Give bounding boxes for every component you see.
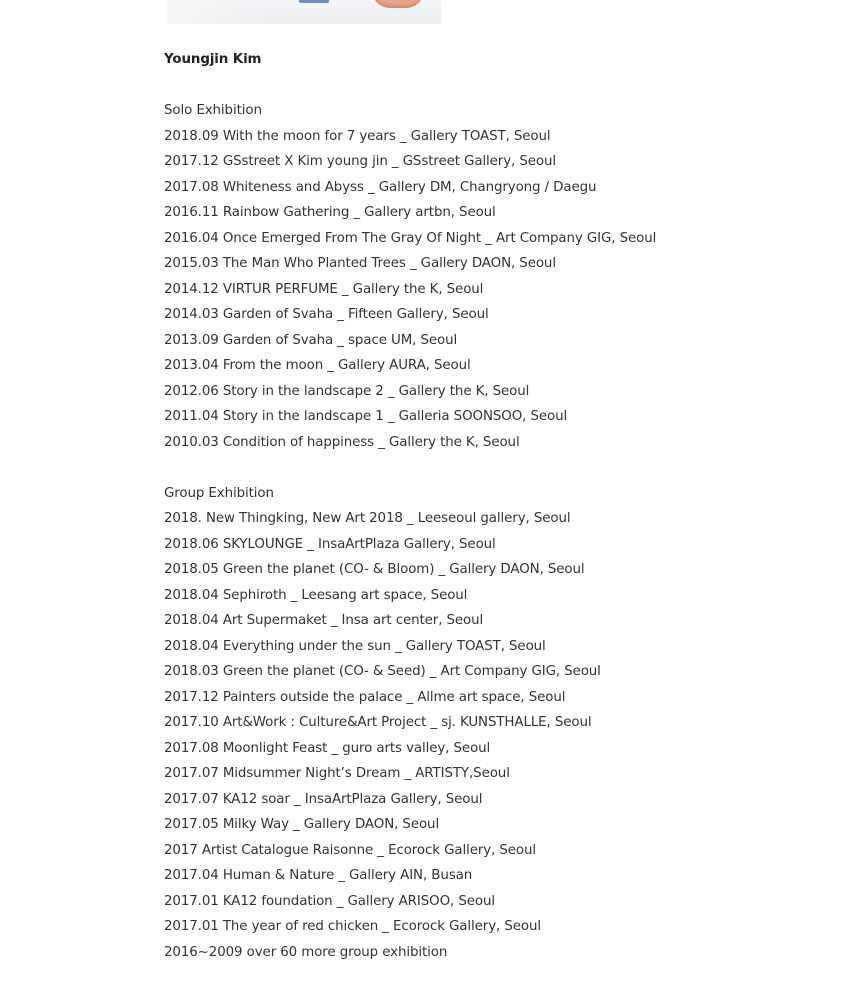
- group-exhibition-item: 2017.07 KA12 soar _ InsaArtPlaza Gallery, Seoul: [164, 791, 483, 807]
- artwork-figure-detail: [372, 0, 424, 8]
- artist-cv: [164, 47, 824, 965]
- group-exhibition-item: 2017.04 Human & Nature _ Gallery AIN, Busan: [164, 868, 473, 883]
- group-exhibition-heading: Group Exhibition: [164, 485, 274, 501]
- artist-name: Youngjin Kim: [164, 52, 262, 67]
- solo-exhibition-item: 2014.03 Garden of Svaha _ Fifteen Gallery, Seoul: [164, 307, 489, 322]
- group-exhibition-item: 2017.05 Milky Way _ Gallery DAON, Seoul: [164, 817, 440, 832]
- spacer: [164, 455, 824, 481]
- solo-exhibition-item: 2012.06 Story in the landscape 2 _ Gallery the K, Seoul: [164, 383, 530, 399]
- group-exhibition-item: 2018.06 SKYLOUNGE _ InsaArtPlaza Gallery, Seoul: [164, 536, 496, 552]
- solo-exhibition-item: 2013.09 Garden of Svaha _ space UM, Seoul: [164, 332, 458, 348]
- group-exhibition-item: 2018.04 Art Supermaket _ Insa art center, Seoul: [164, 613, 484, 628]
- solo-exhibition-item: 2016.04 Once Emerged From The Gray Of Night _ Art Company GIG, Seoul: [164, 230, 657, 246]
- group-exhibition-item: 2018.03 Green the planet (CO- & Seed) _ Art Company GIG, Seoul: [164, 664, 601, 679]
- artwork-background: [167, 0, 267, 24]
- artwork-blue-detail: [299, 0, 329, 3]
- group-exhibition-list: [164, 506, 824, 965]
- group-exhibition-item: 2017.07 Midsummer Night’s Dream _ ARTISTY,Seoul: [164, 766, 510, 781]
- group-exhibition-item: 2017.08 Moonlight Feast _ guro arts valley, Seoul: [164, 740, 491, 756]
- group-exhibition-item: 2017.12 Painters outside the palace _ Allme art space, Seoul: [164, 689, 566, 705]
- solo-exhibition-item: 2010.03 Condition of happiness _ Gallery the K, Seoul: [164, 434, 520, 450]
- group-exhibition-item: 2017.10 Art&Work : Culture&Art Project _ sj. KUNSTHALLE, Seoul: [164, 715, 592, 730]
- solo-exhibition-list: [164, 124, 824, 456]
- group-exhibition-item: 2018. New Thingking, New Art 2018 _ Leeseoul gallery, Seoul: [164, 511, 571, 526]
- spacer: [164, 73, 824, 99]
- group-exhibition-item: 2016~2009 over 60 more group exhibition: [164, 944, 448, 960]
- solo-exhibition-item: 2017.12 GSstreet X Kim young jin _ GSstreet Gallery, Seoul: [164, 154, 556, 169]
- solo-exhibition-item: 2011.04 Story in the landscape 1 _ Galleria SOONSOO, Seoul: [164, 409, 568, 424]
- group-exhibition-item: 2017 Artist Catalogue Raisonne _ Ecorock Gallery, Seoul: [164, 842, 537, 858]
- group-exhibition-item: 2018.05 Green the planet (CO- & Bloom) _ Gallery DAON, Seoul: [164, 562, 585, 577]
- group-exhibition-item: 2018.04 Everything under the sun _ Gallery TOAST, Seoul: [164, 638, 546, 654]
- solo-exhibition-item: 2013.04 From the moon _ Gallery AURA, Seoul: [164, 358, 471, 373]
- solo-exhibition-item: 2017.08 Whiteness and Abyss _ Gallery DM, Changryong / Daegu: [164, 179, 597, 195]
- group-exhibition-item: 2017.01 KA12 foundation _ Gallery ARISOO, Seoul: [164, 893, 495, 909]
- solo-exhibition-item: 2018.09 With the moon for 7 years _ Gallery TOAST, Seoul: [164, 128, 551, 144]
- solo-exhibition-item: 2016.11 Rainbow Gathering _ Gallery artbn, Seoul: [164, 205, 496, 220]
- solo-exhibition-heading: Solo Exhibition: [164, 103, 262, 118]
- artwork-image-bottom-crop: [167, 0, 441, 24]
- solo-exhibition-item: 2014.12 VIRTUR PERFUME _ Gallery the K, Seoul: [164, 281, 484, 297]
- group-exhibition-item: 2017.01 The year of red chicken _ Ecorock Gallery, Seoul: [164, 919, 541, 934]
- group-exhibition-item: 2018.04 Sephiroth _ Leesang art space, Seoul: [164, 587, 468, 603]
- solo-exhibition-item: 2015.03 The Man Who Planted Trees _ Gallery DAON, Seoul: [164, 256, 556, 271]
